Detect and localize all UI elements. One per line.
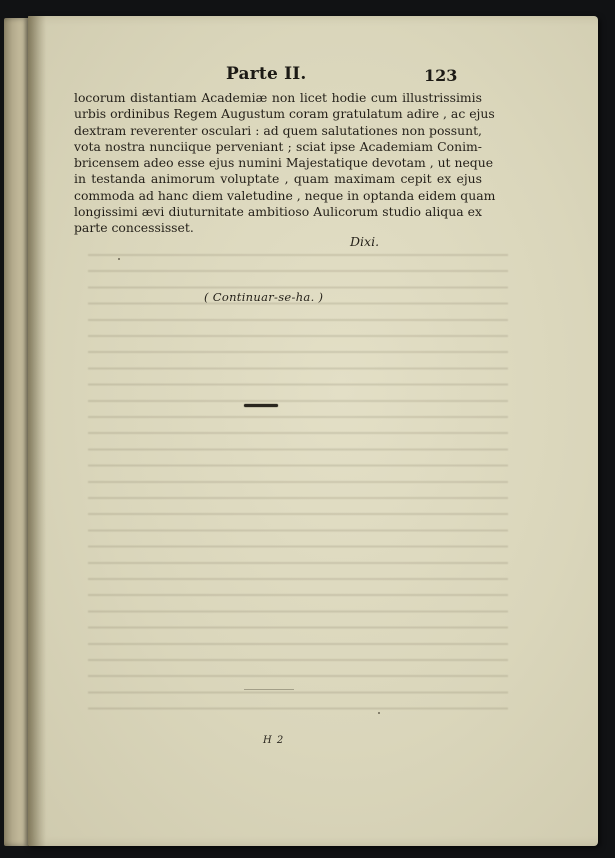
text-line: bricensem adeo esse ejus numini Majestatique devotam , ut neque: [74, 155, 494, 171]
text-line: in testanda animorum voluptate , quam maximam cepit ex ejus: [74, 171, 482, 187]
body-paragraph: [74, 90, 496, 237]
paper-speck: [378, 712, 380, 714]
facing-page-edge: [4, 18, 28, 846]
page-gutter-shadow: [28, 16, 46, 846]
footer-rule: [244, 689, 294, 690]
text-line: commoda ad hanc diem valetudine , neque in optanda eidem quam: [74, 187, 496, 203]
signoff: Dixi.: [350, 234, 380, 249]
continuation-note: ( Continuar-se-ha. ): [204, 290, 324, 304]
reverse-side-bleed-through: [88, 246, 508, 716]
text-line: locorum distantiam Academiæ non licet hodie cum illustrissimis: [74, 90, 482, 105]
text-line: longissimi ævi diuturnitate ambitioso Aulicorum studio aliqua ex: [74, 204, 482, 220]
text-line: dextram reverenter osculari : ad quem salutationes non possunt,: [74, 122, 482, 138]
signature-mark: H 2: [263, 735, 285, 746]
text-line: urbis ordinibus Regem Augustum coram gratulatum adire , ac ejus: [74, 106, 495, 122]
paper-speck: [118, 258, 120, 260]
text-line: vota nostra nunciique perveniant ; sciat ipse Academiam Conim-: [74, 138, 482, 154]
page-number: 123: [424, 66, 458, 85]
ornament-rule: [244, 404, 278, 407]
text-line: parte concessisset.: [74, 220, 194, 236]
running-head: Parte II.: [226, 64, 307, 84]
